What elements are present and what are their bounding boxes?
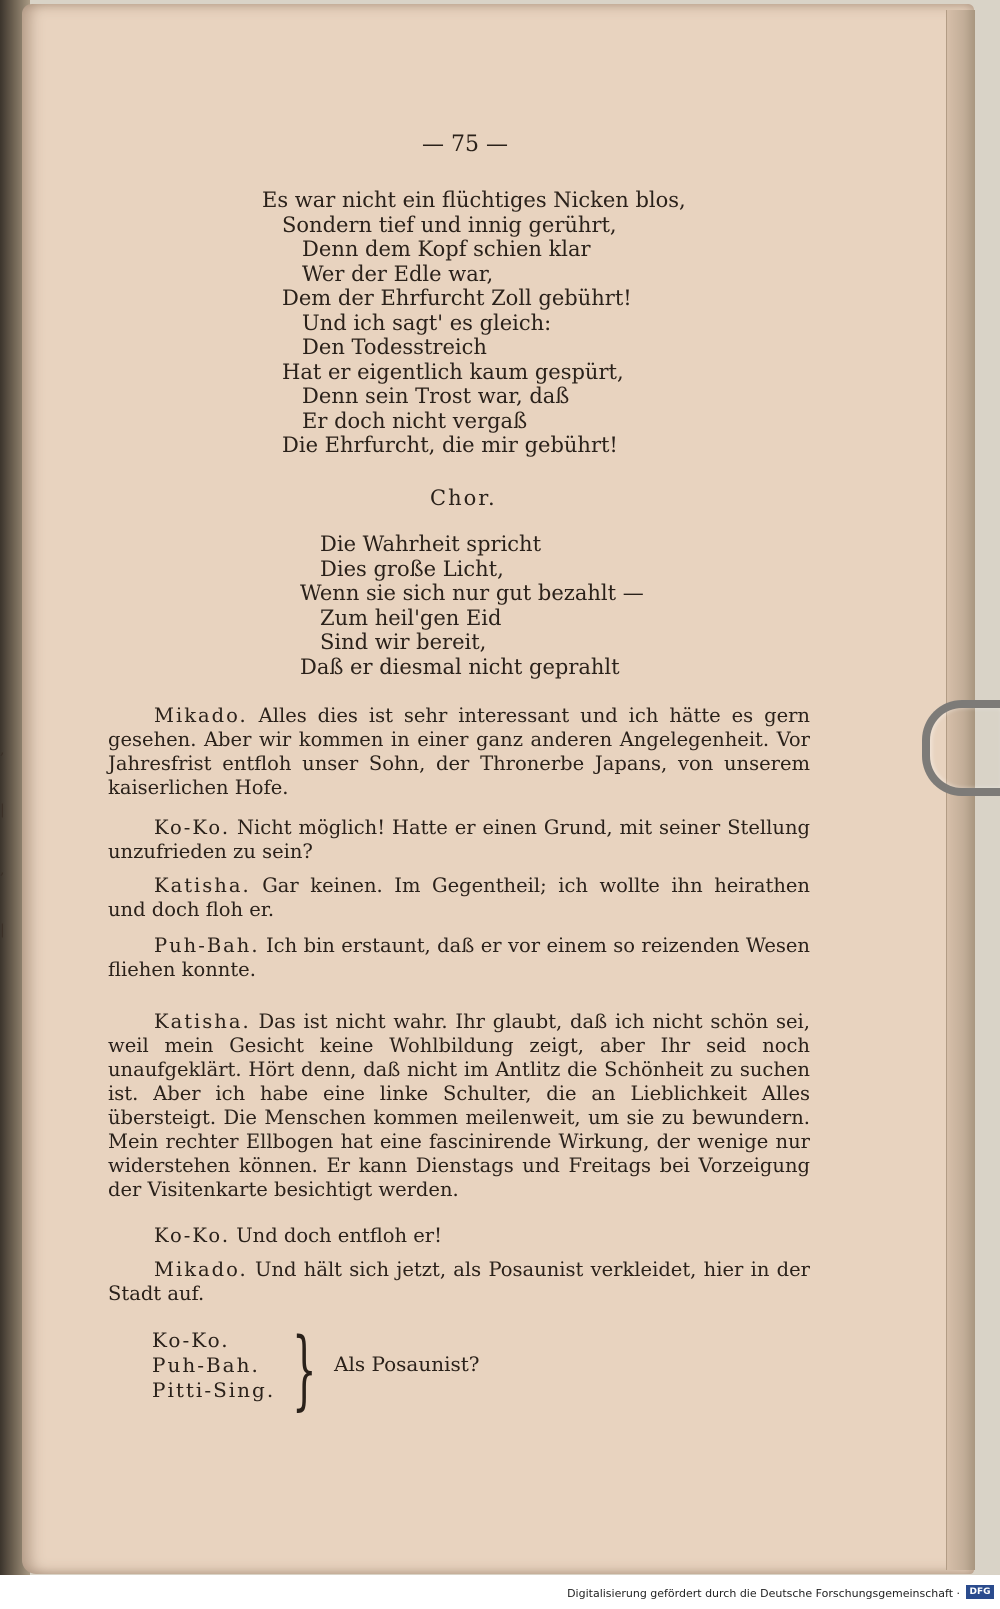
dialogue-text: Das ist nicht wahr. Ihr glaubt, daß ich nicht schön sei, weil mein Gesicht keine Wohlbildung zeigt, aber Ihr seid noch unaufgeklärt. Hört denn, daß nicht im Antlitz die Schönheit zu suchen ist. Aber ich habe eine linke Schulter, die an Lieblichkeit Alles übersteigt. Die Menschen kommen meilenweit, um sie zu bewundern. Mein rechter Ellbogen hat eine fascinirende Wirkung, der wenige nur widerstehen können. Er kann Dienstags und Freitags bei Vorzeigung der Visitenkarte besichtigt werden. [108,1010,810,1201]
margin-marks: , | , | [0,742,5,938]
verse-line: Sondern tief und innig gerührt, [262,212,617,237]
speaker-name: Ko-Ko. [152,1328,230,1352]
dialogue-paragraph [108,934,810,982]
verse-line: Und ich sagt' es gleich: [262,310,552,335]
verse-line: Hat er eigentlich kaum gespürt, [262,359,624,384]
speaker-name: Katisha. [154,874,251,897]
verse-line: Den Todesstreich [262,335,487,359]
dfg-logo-icon: DFG [966,1585,994,1599]
dialogue-text: Gar keinen. Im Gegentheil; ich wollte ihn heirathen und doch floh er. [108,874,810,921]
page-number: — 75 — [422,132,508,157]
dialogue-text: Ich bin erstaunt, daß er vor einem so reizenden Wesen fliehen konnte. [108,934,810,981]
verse-line: Er doch nicht vergaß [262,408,528,433]
speaker-name: Ko-Ko. [154,1224,231,1247]
speaker-name: Katisha. [154,1010,251,1033]
dialogue-text: Alles dies ist sehr interessant und ich hätte es gern gesehen. Aber wir kommen in einer ganz anderen Angelegenheit. Vor Jahresfrist entfloh unser Sohn, der Thronerbe Japans, von unserem kaiserlichen Hofe. [108,704,810,799]
dialogue-paragraph [108,1010,810,1202]
speaker-name: Puh-Bah. [154,934,260,957]
dialogue-text: Nicht möglich! Hatte er einen Grund, mit seiner Stellung unzufrieden zu sein? [108,816,811,863]
trio-speakers [152,1328,275,1403]
verse-line: Zum heil'gen Eid [300,605,502,630]
dialogue-text: Und hält sich jetzt, als Posaunist verkleidet, hier in der Stadt auf. [108,1258,810,1305]
speaker-name: Mikado. [154,704,248,727]
verse-line: Denn dem Kopf schien klar [262,237,591,261]
verse-line: Die Ehrfurcht, die mir gebührt! [262,433,618,457]
footer-bar [0,1575,1000,1609]
dialogue-paragraph [108,1224,810,1248]
verse-line: Denn sein Trost war, daß [262,384,570,408]
brace-glyph: } [292,1320,317,1420]
verse-line: Wenn sie sich nur gut bezahlt — [300,581,644,605]
chor-heading: Chor. [430,486,497,510]
page-clip [922,700,1000,796]
dialogue-paragraph [108,816,810,864]
verse-line: Es war nicht ein flüchtiges Nicken blos, [262,188,686,212]
speaker-name: Pitti-Sing. [152,1378,276,1402]
verse-line: Dem der Ehrfurcht Zoll gebührt! [262,286,632,310]
verse-line: Die Wahrheit spricht [300,532,542,556]
speaker-name: Puh-Bah. [152,1353,260,1377]
verse-line: Sind wir bereit, [300,630,487,654]
verse-line: Daß er diesmal nicht geprahlt [300,654,620,679]
dialogue-paragraph [108,874,810,922]
dialogue-paragraph [108,704,810,800]
speaker-name: Ko-Ko. [154,816,231,839]
dialogue-paragraph [108,1258,810,1306]
trio-line: Als Posaunist? [334,1352,480,1376]
verse-stanza-2 [300,532,644,679]
footer-credit: Digitalisierung gefördert durch die Deutsche Forschungsgemeinschaft · [567,1587,960,1600]
verse-line: Dies große Licht, [300,556,504,581]
dialogue-text: Und doch entfloh er! [236,1224,442,1247]
verse-stanza-1 [262,188,686,458]
verse-line: Wer der Edle war, [262,261,494,286]
speaker-name: Mikado. [154,1258,248,1281]
